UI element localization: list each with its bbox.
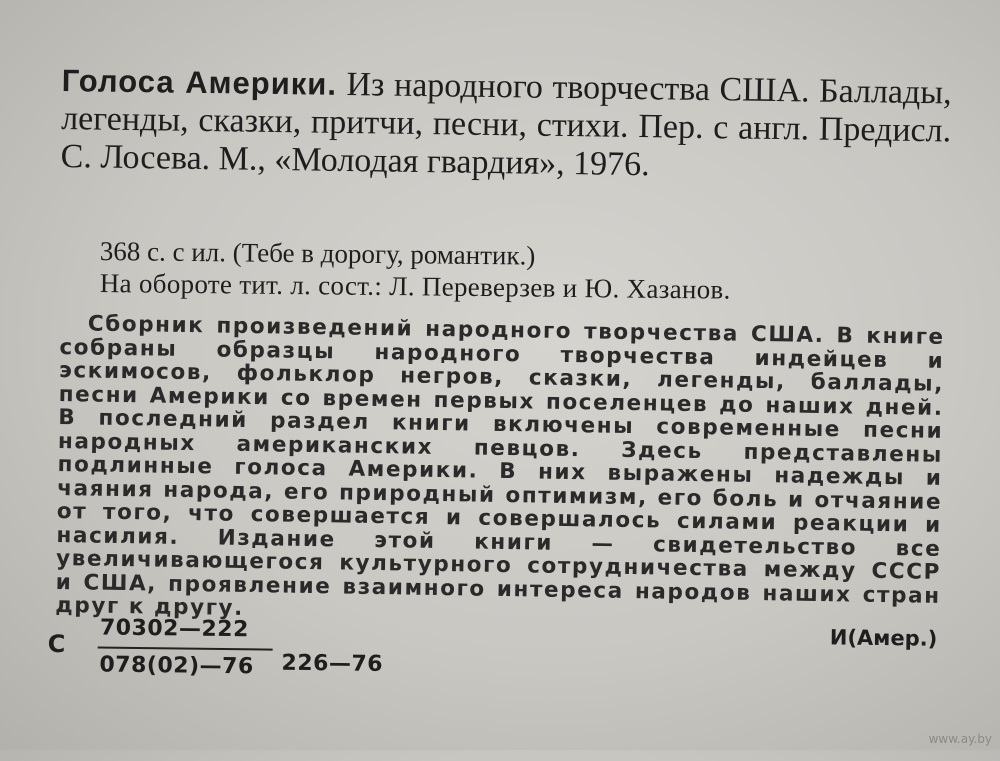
code-denominator: 078(02)—76 bbox=[99, 652, 254, 680]
fraction-line bbox=[98, 646, 273, 650]
watermark: www.ay.by bbox=[928, 732, 992, 746]
code-classification: И(Амер.) bbox=[829, 625, 938, 651]
code-numerator: 70302—222 bbox=[99, 615, 250, 643]
book-title-rest: Из народного творчества США. Баллады, легенды, сказки, притчи, песни, стихи. Пер. с англ. Предисл. С. Лосева. М., «Молодая гвардия», 1976. bbox=[60, 65, 952, 184]
code-letter: С bbox=[47, 629, 66, 659]
annotation-paragraph: Сборник произведений народного творчества США. В книге собраны образцы народного творчества индейцев и эскимосов, фольклор негров, сказки, легенды, баллады, песни Америки со времен первых поселенцев до наших дней. В последний раздел книги включены современные песни народных американских певцов. Здесь представлены подлинные голоса Америки. В них выражены надежды и чаяния народа, его природный оптимизм, его боль и отчаяние от того, что совершается и совершалось силами реакции и насилия. Издание этой книги — свидетельство все увеличивающегося культурного сотрудничества между СССР и США, проявление взаимного интереса народов наших стран друг к другу. bbox=[55, 311, 945, 621]
code-price: 226—76 bbox=[281, 650, 384, 677]
compilers-line: На обороте тит. л. сост.: Л. Переверзев и Ю. Хазанов. bbox=[99, 268, 731, 305]
pages-series-line: 368 с. с ил. (Тебе в дорогу, романтик.) bbox=[99, 236, 536, 271]
book-title-bold: Голоса Америки. bbox=[61, 62, 338, 102]
